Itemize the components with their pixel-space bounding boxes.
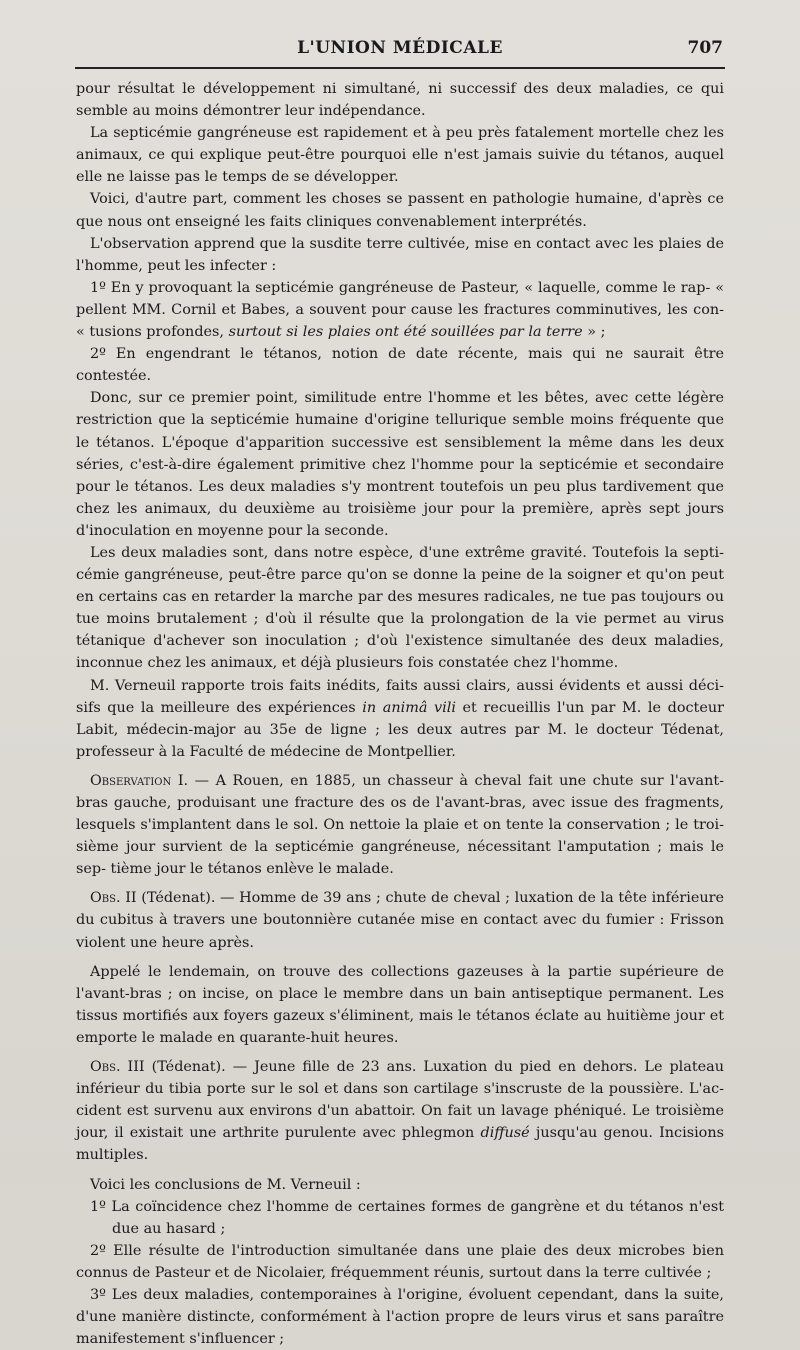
observation-2-continued: Appelé le lendemain, on trouve des collections gazeuses à la partie supérieure de l'avant-bras ; on incise, on place le membre dans un bain antiseptique permanent. Les tissus mortifiés aux foyers gazeux s'éliminent, mais le tétanos éclate au huitième jour et emporte le malade en quarante-huit heures. [76,963,724,1046]
paragraph-2: La septicémie gangréneuse est rapidement et à peu près fatalement mortelle chez les animaux, ce qui explique peut-être pourquoi elle n'est jamais suivie du tétanos, auquel elle ne laisse pas le temps de se développer. [76,125,724,186]
running-header [75,36,725,66]
paragraph-8: Les deux maladies sont, dans notre espèce, d'une extrême gravité. Toutefois la septi- cémie gangréneuse, peut-être parce qu'on se donne la peine de la soigner et qu'on peut en certains cas en retarder la marche par des mesures radicales, ne tue pas toujours ou tue moins brutalement ; d'où il résulte que la prolongation de la vie permet au virus tétanique d'achever son inoculation ; d'où l'existence simultanée des deux maladies, inconnue chez les animaux, et déjà plusieurs fois constatée chez l'homme. [76,544,724,672]
paragraph-9: M. Verneuil rapporte trois faits inédits, faits aussi clairs, aussi évidents et aussi déci- sifs que la meilleure des expériences in animâ vili et recueillis l'un par M. le docteur Labit, médecin-major au 35e de ligne ; les deux autres par M. le docteur Tédenat, professeur à la Faculté de médecine de Montpellier. [76,677,724,760]
paragraph-4: L'observation apprend que la susdite terre cultivée, mise en contact avec les plaies de l'homme, peut les infecter : [76,235,724,274]
conclusion-2: 2º Elle résulte de l'introduction simultanée dans une plaie des deux microbes bien connus de Pasteur et de Nicolaier, fréquemment réunis, surtout dans la terre cultivée ; [76,1242,724,1281]
journal-title: L'UNION MÉDICALE [297,38,503,58]
observation-3: Obs. III (Tédenat). — Jeune fille de 23 ans. Luxation du pied en dehors. Le plateau inférieur du tibia porte sur le sol et dans son cartilage s'inscruste de la poussière. L'ac- cident est survenu aux environs d'un abattoir. On fait un lavage phéniqué. Le troisième jour, il existait une arthrite purulente avec phlegmon diffusé jusqu'au genou. Incisions multiples. [76,1059,725,1164]
observation-1: Observation I. — A Rouen, en 1885, un chasseur à cheval fait une chute sur l'avant- bras gauche, produisant une fracture des os de l'avant-bras, avec issue des fragments, lesquels s'implantent dans le sol. On nettoie la plaie et on tente la conservation ; le troi- sième jour survient de la septicémie gangréneuse, nécessitant l'amputation ; mais le sep- tième jour le tétanos enlève le malade. [76,772,724,878]
paragraph-7: Donc, sur ce premier point, similitude entre l'homme et les bêtes, avec cette légère restriction que la septicémie humaine d'origine tellurique semble moins fréquente que le tétanos. L'époque d'apparition successive est sensiblement la même dans les deux séries, c'est-à-dire également primitive chez l'homme pour la septicémie et secondaire pour le tétanos. Les deux maladies s'y montrent toutefois un peu plus tardivement que chez les animaux, du deuxième au troisième jour pour la première, après sept jours d'inoculation en moyenne pour la seconde. [76,390,724,539]
page-number: 707 [687,38,723,58]
paragraph-5: 1º En y provoquant la septicémie gangréneuse de Pasteur, « laquelle, comme le rap- « pellent MM. Cornil et Babes, a souvent pour cause les fractures comminutives, les con- « tusions profondes, surtout si les plaies ont été souillées par la terre » ; [76,279,724,341]
paragraph-3: Voici, d'autre part, comment les choses se passent en pathologie humaine, d'après ce que nous ont enseigné les faits cliniques convenablement interprétés. [76,191,724,230]
header-rule [75,67,725,69]
article-body [76,78,724,1350]
conclusions-intro: Voici les conclusions de M. Verneuil : [90,1176,361,1193]
paragraph-1: pour résultat le développement ni simultané, ni successif des deux maladies, ce qui semble au moins démontrer leur indépendance. [76,81,724,120]
conclusion-1: 1º La coïncidence chez l'homme de certaines formes de gangrène et du tétanos n'est due au hasard ; [90,1198,724,1237]
conclusion-3: 3º Les deux maladies, contemporaines à l'origine, évoluent cependant, dans la suite, d'une manière distincte, conformément à l'action propre de leurs virus et sans paraître manifestement s'influencer ; [76,1286,724,1348]
paragraph-6: 2º En engendrant le tétanos, notion de date récente, mais qui ne saurait être contestée. [76,346,724,385]
observation-2: Obs. II (Tédenat). — Homme de 39 ans ; chute de cheval ; luxation de la tête inférieure du cubitus à travers une boutonnière cutanée mise en contact avec du fumier : Frisson violent une heure après. [76,890,725,951]
